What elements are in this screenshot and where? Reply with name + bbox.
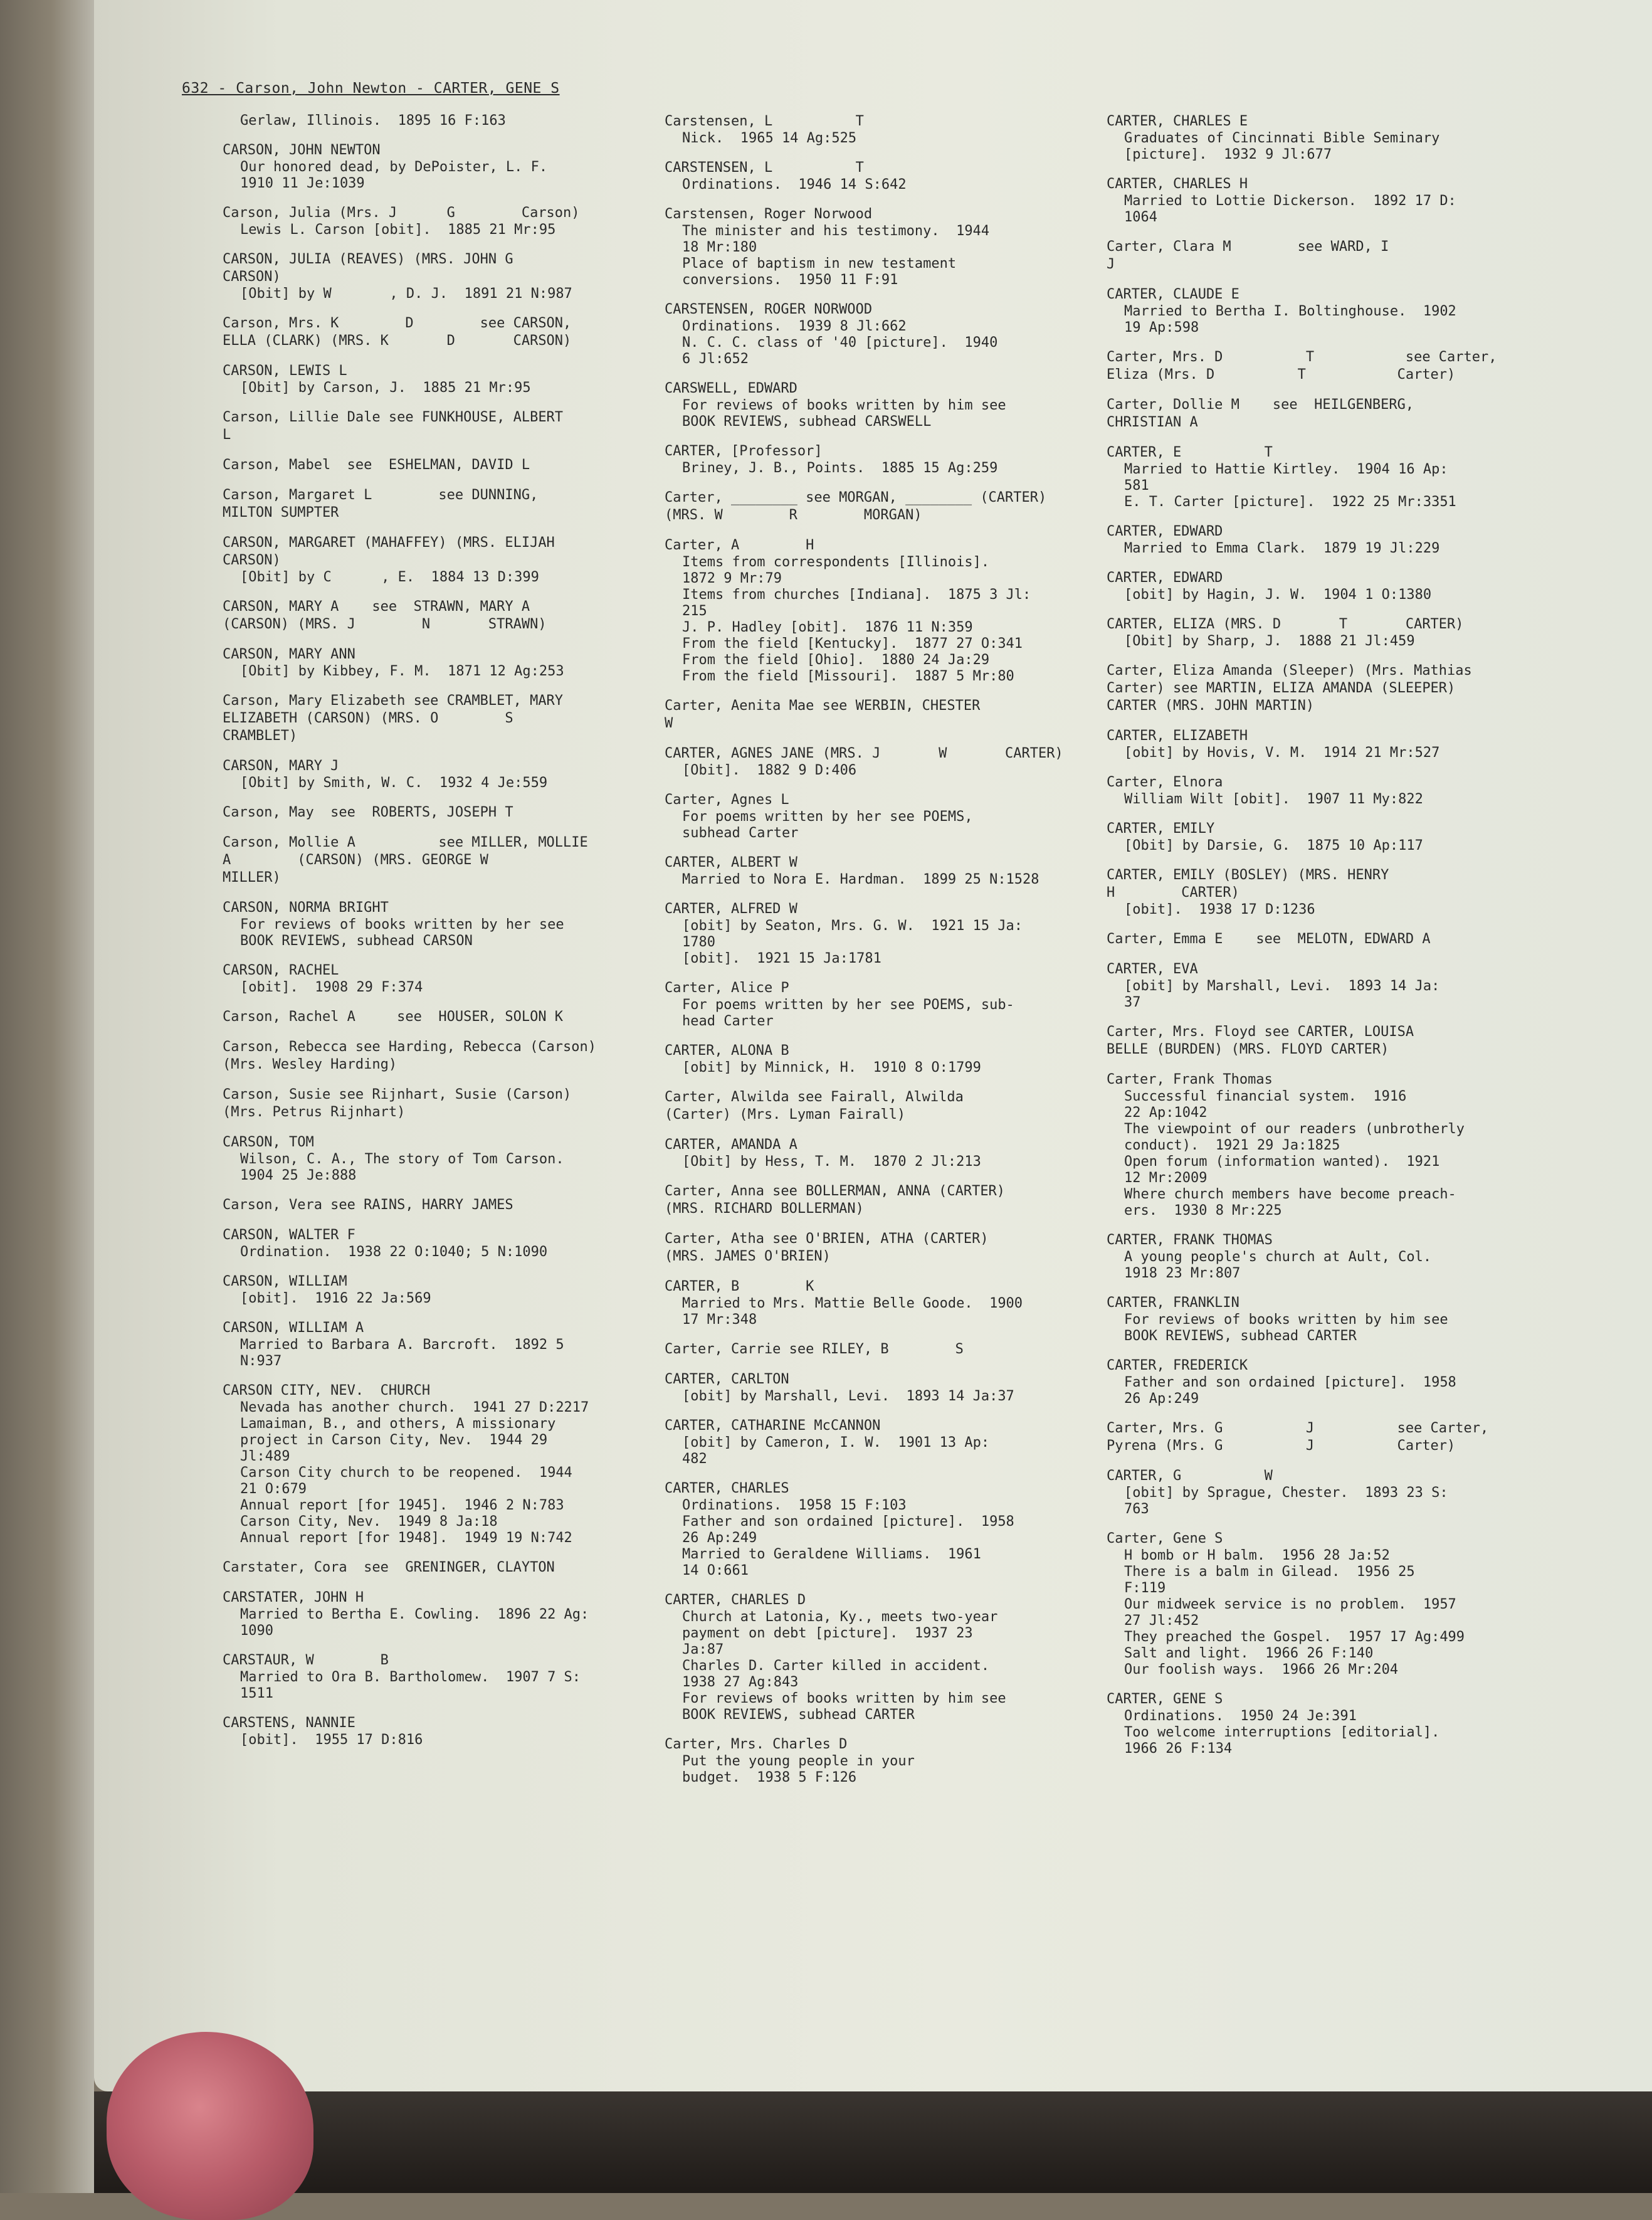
- entry-citation: Lewis L. Carson [obit]. 1885 21 Mr:95: [240, 222, 556, 238]
- entry-heading: Carter, Anna see BOLLERMAN, ANNA (CARTER) (MRS. RICHARD BOLLERMAN): [665, 1183, 1006, 1217]
- entry-heading: Carter, Mrs. Charles D: [665, 1736, 848, 1752]
- entry-citation: [obit] by Sprague, Chester. 1893 23 S: 763: [1124, 1485, 1448, 1517]
- entry-citation: [Obit] by Carson, J. 1885 21 Mr:95: [240, 380, 531, 396]
- entry-heading: CARSON, MARY A see STRAWN, MARY A (CARSON) (MRS. J N STRAWN): [223, 599, 547, 632]
- entry-heading: CARSON, RACHEL: [223, 963, 339, 978]
- entry-heading: Carson, May see ROBERTS, JOSEPH T: [223, 805, 513, 820]
- entry-heading: Carter, Alice P: [665, 980, 789, 996]
- index-entry: [665, 443, 1103, 477]
- entry-heading: Carter, Emma E see MELOTN, EDWARD A: [1107, 931, 1431, 947]
- entry-heading: CARTER, GENE S: [1107, 1691, 1223, 1707]
- page-header: 632 - Carson, John Newton - CARTER, GENE S: [182, 80, 560, 97]
- index-entry: [223, 1039, 674, 1074]
- index-entry: [223, 409, 674, 444]
- entry-heading: CARTER, FREDERICK: [1107, 1358, 1248, 1373]
- entry-citation: They preached the Gospel. 1957 17 Ag:499: [1124, 1629, 1465, 1645]
- entry-heading: Carter, Dollie M see HEILGENBERG, CHRISTIAN A: [1107, 397, 1414, 430]
- entry-heading: Carter, Elnora: [1107, 774, 1223, 790]
- entry-citation: Married to Barbara A. Barcroft. 1892 5 N:937: [240, 1337, 564, 1369]
- entry-heading: CARSON, LEWIS L: [223, 363, 347, 379]
- entry-citation: Married to Geraldene Williams. 1961 14 O:661: [682, 1546, 981, 1578]
- entry-heading: CARTER, CHARLES D: [665, 1592, 806, 1608]
- entry-heading: Carson, Margaret L see DUNNING, MILTON SUMPTER: [223, 487, 539, 521]
- index-entry: [665, 980, 1103, 1030]
- entry-citation: Salt and light. 1966 26 F:140: [1124, 1646, 1374, 1661]
- index-entry: [1107, 1023, 1545, 1059]
- entry-citation: [obit]. 1921 15 Ja:1781: [682, 951, 881, 966]
- index-entry: [223, 1008, 674, 1026]
- index-entry: [665, 745, 1103, 779]
- entry-citation: For reviews of books written by her see BOOK REVIEWS, subhead CARSON: [240, 917, 564, 949]
- entry-citation: [obit] by Marshall, Levi. 1893 14 Ja: 37: [1124, 978, 1440, 1010]
- entry-citation: Our foolish ways. 1966 26 Mr:204: [1124, 1662, 1399, 1678]
- entry-heading: CARSTENSEN, ROGER NORWOOD: [665, 302, 873, 317]
- entry-citation: Gerlaw, Illinois. 1895 16 F:163: [240, 113, 506, 129]
- index-entry: [223, 1589, 674, 1639]
- entry-citation: Ordinations. 1958 15 F:103: [682, 1498, 907, 1513]
- index-entry: [665, 1230, 1103, 1266]
- entry-citation: [obit] by Marshall, Levi. 1893 14 Ja:37: [682, 1388, 1014, 1404]
- index-entry: [1107, 569, 1545, 603]
- entry-citation: [obit]. 1955 17 D:816: [240, 1732, 423, 1748]
- index-entry: [223, 692, 674, 745]
- entry-heading: Carter, Mrs. G J see Carter, Pyrena (Mrs. G J Carter): [1107, 1420, 1489, 1454]
- entry-citation: Married to Bertha E. Cowling. 1896 22 Ag: 1090: [240, 1607, 589, 1639]
- entry-citation: Nevada has another church. 1941 27 D:2217: [240, 1400, 589, 1415]
- entry-heading: Carson, Mrs. K D see CARSON, ELLA (CLARK) (MRS. K D CARSON): [223, 315, 572, 349]
- entry-heading: Carstensen, L T: [665, 114, 864, 129]
- entry-citation: [obit]. 1916 22 Ja:569: [240, 1291, 431, 1306]
- entry-heading: Carter, Mrs. D T see Carter, Eliza (Mrs. D T Carter): [1107, 349, 1497, 383]
- index-entry: [223, 1273, 674, 1307]
- index-entry: [223, 487, 674, 522]
- index-entry: [1107, 931, 1545, 948]
- index-entry: [665, 1371, 1103, 1405]
- entry-heading: CARSTAUR, W B: [223, 1652, 389, 1668]
- index-entry: [223, 899, 674, 949]
- entry-citation: Briney, J. B., Points. 1885 15 Ag:259: [682, 460, 998, 476]
- entry-heading: CARTER, AGNES JANE (MRS. J W CARTER): [665, 746, 1063, 761]
- entry-heading: Carter, Carrie see RILEY, B S: [665, 1341, 964, 1357]
- entry-heading: Carson, Mary Elizabeth see CRAMBLET, MARY ELIZABETH (CARSON) (MRS. O S CRAMBLET): [223, 693, 564, 744]
- index-entry: [223, 1382, 674, 1546]
- entry-heading: CARTER, G W: [1107, 1468, 1273, 1484]
- entry-heading: CARSON, JOHN NEWTON: [223, 142, 381, 158]
- entry-citation: Graduates of Cincinnati Bible Seminary [picture]. 1932 9 Jl:677: [1124, 130, 1440, 162]
- entry-heading: CARTER, CHARLES H: [1107, 176, 1248, 192]
- entry-citation: [obit]. 1908 29 F:374: [240, 980, 423, 995]
- entry-citation: [Obit] by Kibbey, F. M. 1871 12 Ag:253: [240, 663, 564, 679]
- entry-heading: Carson, Susie see Rijnhart, Susie (Carson) (Mrs. Petrus Rijnhart): [223, 1087, 572, 1120]
- entry-citation: Lamaiman, B., and others, A missionary project in Carson City, Nev. 1944 29 Jl:489: [240, 1416, 556, 1464]
- entry-citation: [Obit] by Hess, T. M. 1870 2 Jl:213: [682, 1154, 981, 1170]
- entry-citation: Annual report [for 1948]. 1949 19 N:742: [240, 1530, 572, 1546]
- entry-citation: Married to Ora B. Bartholomew. 1907 7 S: 1511: [240, 1669, 581, 1701]
- entry-heading: Carter, Frank Thomas: [1107, 1072, 1273, 1087]
- index-entry: [223, 1559, 674, 1577]
- background-left: [0, 0, 94, 2193]
- entry-citation: Church at Latonia, Ky., meets two-year payment on debt [picture]. 1937 23 Ja:87: [682, 1609, 998, 1657]
- index-entry: [1107, 616, 1545, 650]
- index-entry: [223, 1652, 674, 1702]
- entry-heading: CARSON, JULIA (REAVES) (MRS. JOHN G CARSON): [223, 251, 513, 285]
- entry-citation: For reviews of books written by him see BOOK REVIEWS, subhead CARSWELL: [682, 398, 1006, 430]
- entry-heading: Carson, Rachel A see HOUSER, SOLON K: [223, 1009, 564, 1025]
- index-entry: [1107, 444, 1545, 510]
- index-entry: [665, 1089, 1103, 1124]
- entry-heading: CARTER, CLAUDE E: [1107, 287, 1239, 302]
- index-entry: [223, 1197, 674, 1214]
- entry-heading: CARSON, MARY J: [223, 758, 339, 774]
- entry-citation: For poems written by her see POEMS, subhead Carter: [682, 809, 973, 841]
- index-entry: [1107, 176, 1545, 226]
- entry-heading: CARSWELL, EDWARD: [665, 381, 797, 396]
- entry-heading: Carter, Aenita Mae see WERBIN, CHESTER W: [665, 698, 981, 731]
- index-entry: [665, 1480, 1103, 1579]
- index-entry: [1107, 774, 1545, 808]
- entry-citation: [obit] by Hagin, J. W. 1904 1 O:1380: [1124, 587, 1432, 603]
- entry-citation: Married to Hattie Kirtley. 1904 16 Ap: 581: [1124, 462, 1448, 494]
- index-column-3: [1107, 113, 1545, 1770]
- index-entry: [665, 1417, 1103, 1467]
- entry-heading: CARTER, ELIZA (MRS. D T CARTER): [1107, 616, 1464, 632]
- entry-citation: Ordinations. 1939 8 Jl:662: [682, 319, 907, 334]
- index-entry: [665, 1183, 1103, 1218]
- entry-citation: [obit]. 1938 17 D:1236: [1124, 902, 1315, 917]
- index-entry: [1107, 396, 1545, 431]
- entry-citation: Father and son ordained [picture]. 1958 26 Ap:249: [1124, 1375, 1456, 1407]
- entry-citation: From the field [Ohio]. 1880 24 Ja:29: [682, 652, 990, 668]
- entry-citation: Ordinations. 1946 14 S:642: [682, 177, 907, 193]
- entry-heading: Carter, ________ see MORGAN, ________ (CARTER) (MRS. W R MORGAN): [665, 490, 1047, 523]
- entry-heading: CARSON, WILLIAM: [223, 1274, 347, 1289]
- entry-heading: Carson, Rebecca see Harding, Rebecca (Carson) (Mrs. Wesley Harding): [223, 1039, 597, 1072]
- entry-citation: Married to Lottie Dickerson. 1892 17 D: 1064: [1124, 193, 1456, 225]
- index-entry: [223, 534, 674, 586]
- index-column-2: [665, 113, 1103, 1799]
- entry-heading: Carson, Mabel see ESHELMAN, DAVID L: [223, 457, 530, 473]
- entry-citation: There is a balm in Gilead. 1956 25 F:119: [1124, 1564, 1415, 1596]
- entry-heading: CARSTENSEN, L T: [665, 160, 864, 176]
- entry-citation: [obit] by Minnick, H. 1910 8 O:1799: [682, 1060, 981, 1076]
- entry-heading: CARTER, AMANDA A: [665, 1137, 797, 1153]
- entry-citation: Our honored dead, by DePoister, L. F. 1910 11 Je:1039: [240, 159, 548, 191]
- entry-citation: Annual report [for 1945]. 1946 2 N:783: [240, 1498, 564, 1513]
- index-entry: [665, 1341, 1103, 1358]
- entry-heading: CARSON, WALTER F: [223, 1227, 355, 1243]
- entry-heading: Carter, A H: [665, 537, 814, 553]
- entry-heading: CARTER, ALFRED W: [665, 901, 797, 917]
- entry-citation: William Wilt [obit]. 1907 11 My:822: [1124, 791, 1423, 807]
- index-entry: [1107, 1420, 1545, 1455]
- entry-heading: Carter, Gene S: [1107, 1531, 1223, 1546]
- entry-heading: Carter, Clara M see WARD, I J: [1107, 239, 1389, 272]
- entry-citation: [obit] by Cameron, I. W. 1901 13 Ap: 482: [682, 1435, 990, 1467]
- entry-citation: Items from correspondents [Illinois]. 1872 9 Mr:79: [682, 554, 990, 586]
- entry-citation: Father and son ordained [picture]. 1958 26 Ap:249: [682, 1514, 1014, 1546]
- index-entry: [1107, 1691, 1545, 1757]
- entry-citation: For poems written by her see POEMS, sub- head Carter: [682, 997, 1014, 1029]
- index-entry: [665, 697, 1103, 732]
- entry-heading: CARTER, EDWARD: [1107, 570, 1223, 586]
- index-entry: [665, 301, 1103, 367]
- entry-citation: Married to Mrs. Mattie Belle Goode. 1900 17 Mr:348: [682, 1296, 1023, 1328]
- index-entry: [223, 1086, 674, 1121]
- entry-citation: [Obit]. 1882 9 D:406: [682, 763, 857, 778]
- index-entry: [223, 1715, 674, 1748]
- entry-heading: Carter, Atha see O'BRIEN, ATHA (CARTER) (MRS. JAMES O'BRIEN): [665, 1231, 989, 1264]
- index-entry: [223, 1134, 674, 1184]
- entry-heading: CARTER, FRANKLIN: [1107, 1295, 1239, 1311]
- index-entry: [223, 315, 674, 350]
- index-entry: [223, 251, 674, 302]
- entry-heading: Carson, Vera see RAINS, HARRY JAMES: [223, 1197, 513, 1213]
- index-entry: [223, 804, 674, 822]
- entry-heading: Carter, Alwilda see Fairall, Alwilda (Carter) (Mrs. Lyman Fairall): [665, 1089, 964, 1123]
- entry-heading: CARTER, EMILY (BOSLEY) (MRS. HENRY H CARTER): [1107, 867, 1389, 901]
- index-entry: [665, 159, 1103, 193]
- entry-citation: For reviews of books written by him see BOOK REVIEWS, subhead CARTER: [682, 1691, 1006, 1723]
- index-entry: [1107, 523, 1545, 557]
- entry-citation: Place of baptism in new testament conversions. 1950 11 F:91: [682, 256, 957, 288]
- entry-citation: From the field [Kentucky]. 1877 27 O:341: [682, 636, 1023, 652]
- index-entry: [665, 791, 1103, 842]
- index-entry: [1107, 727, 1545, 761]
- index-entry: [223, 962, 674, 996]
- entry-citation: [Obit] by W , D. J. 1891 21 N:987: [240, 286, 572, 302]
- entry-citation: Married to Bertha I. Boltinghouse. 1902 19 Ap:598: [1124, 304, 1456, 336]
- index-entry: [1107, 820, 1545, 854]
- entry-citation: Open forum (information wanted). 1921 12 Mr:2009: [1124, 1154, 1440, 1186]
- entry-heading: CARTER, CATHARINE McCANNON: [665, 1418, 881, 1434]
- entry-citation: [Obit] by Sharp, J. 1888 21 Jl:459: [1124, 633, 1415, 649]
- index-entry: [1107, 1294, 1545, 1345]
- index-entry: [1107, 349, 1545, 384]
- index-entry: [665, 1736, 1103, 1786]
- entry-citation: For reviews of books written by him see BOOK REVIEWS, subhead CARTER: [1124, 1312, 1448, 1344]
- entry-citation: N. C. C. class of '40 [picture]. 1940 6 Jl:652: [682, 335, 998, 367]
- entry-heading: Carter, Eliza Amanda (Sleeper) (Mrs. Mathias Carter) see MARTIN, ELIZA AMANDA (SLEEPER) CARTER (MRS. JOHN MARTIN): [1107, 663, 1472, 714]
- entry-heading: CARTER, FRANK THOMAS: [1107, 1232, 1273, 1248]
- index-entry: [223, 113, 674, 129]
- entry-heading: CARTER, EDWARD: [1107, 524, 1223, 539]
- entry-heading: CARSON, MARGARET (MAHAFFEY) (MRS. ELIJAH CARSON): [223, 535, 555, 568]
- index-entry: [1107, 1071, 1545, 1219]
- entry-citation: [Obit] by Darsie, G. 1875 10 Ap:117: [1124, 838, 1423, 854]
- index-entry: [665, 489, 1103, 524]
- index-entry: [223, 758, 674, 791]
- entry-citation: Carson City church to be reopened. 1944 21 O:679: [240, 1465, 572, 1497]
- entry-heading: Carter, Mrs. Floyd see CARTER, LOUISA BELLE (BURDEN) (MRS. FLOYD CARTER): [1107, 1024, 1414, 1057]
- entry-citation: Nick. 1965 14 Ag:525: [682, 130, 857, 146]
- entry-citation: Married to Emma Clark. 1879 19 Jl:229: [1124, 541, 1440, 556]
- index-entry: [223, 646, 674, 680]
- entry-heading: CARTER, [Professor]: [665, 443, 823, 459]
- entry-citation: [obit] by Hovis, V. M. 1914 21 Mr:527: [1124, 745, 1440, 761]
- index-entry: [1107, 961, 1545, 1011]
- index-entry: [223, 598, 674, 633]
- index-entry: [223, 142, 674, 192]
- entry-heading: CARSON, MARY ANN: [223, 647, 355, 662]
- index-entry: [1107, 662, 1545, 715]
- entry-citation: [Obit] by C , E. 1884 13 D:399: [240, 569, 539, 585]
- entry-citation: A young people's church at Ault, Col. 1918 23 Mr:807: [1124, 1249, 1432, 1281]
- index-entry: [1107, 113, 1545, 163]
- index-entry: [1107, 867, 1545, 918]
- entry-citation: Carson City, Nev. 1949 8 Ja:18: [240, 1514, 498, 1530]
- entry-heading: CARTER, EMILY: [1107, 821, 1215, 837]
- entry-citation: Charles D. Carter killed in accident. 1938 27 Ag:843: [682, 1658, 990, 1690]
- entry-heading: CARSON, TOM: [223, 1134, 314, 1150]
- index-entry: [665, 1042, 1103, 1076]
- entry-citation: J. P. Hadley [obit]. 1876 11 N:359: [682, 620, 973, 635]
- index-entry: [223, 362, 674, 396]
- entry-heading: CARSTATER, JOHN H: [223, 1590, 364, 1605]
- index-entry: [223, 457, 674, 474]
- entry-heading: CARTER, CHARLES: [665, 1481, 789, 1496]
- entry-citation: Wilson, C. A., The story of Tom Carson. 1904 25 Je:888: [240, 1151, 564, 1183]
- index-entry: [1107, 238, 1545, 273]
- index-entry: [665, 537, 1103, 685]
- entry-heading: CARTER, B K: [665, 1279, 814, 1294]
- entry-heading: CARTER, CHARLES E: [1107, 114, 1248, 129]
- entry-heading: CARTER, CARLTON: [665, 1372, 789, 1387]
- entry-citation: [obit] by Seaton, Mrs. G. W. 1921 15 Ja: 1780: [682, 918, 1023, 950]
- index-entry: [1107, 286, 1545, 336]
- entry-heading: CARTER, ALONA B: [665, 1043, 789, 1059]
- index-entry: [665, 380, 1103, 430]
- entry-citation: Married to Nora E. Hardman. 1899 25 N:1528: [682, 872, 1039, 887]
- index-entry: [1107, 1232, 1545, 1282]
- index-entry: [1107, 1467, 1545, 1518]
- entry-heading: Carstater, Cora see GRENINGER, CLAYTON: [223, 1560, 555, 1575]
- entry-citation: [Obit] by Smith, W. C. 1932 4 Je:559: [240, 775, 548, 791]
- entry-citation: H bomb or H balm. 1956 28 Ja:52: [1124, 1548, 1390, 1563]
- index-entry: [223, 834, 674, 887]
- index-entry: [223, 204, 674, 238]
- index-entry: [665, 206, 1103, 288]
- index-entry: [665, 113, 1103, 147]
- entry-heading: CARSON, NORMA BRIGHT: [223, 900, 389, 916]
- index-entry: [665, 1136, 1103, 1170]
- entry-citation: The viewpoint of our readers (unbrotherly conduct). 1921 29 Ja:1825: [1124, 1121, 1465, 1153]
- index-column-1: [223, 113, 674, 1761]
- entry-heading: CARTER, ALBERT W: [665, 855, 797, 870]
- entry-citation: Put the young people in your budget. 1938 5 F:126: [682, 1753, 915, 1785]
- page-bottom-shadow: [94, 2091, 1652, 2193]
- entry-citation: Ordinations. 1950 24 Je:391: [1124, 1708, 1357, 1724]
- entry-heading: Carstensen, Roger Norwood: [665, 206, 873, 222]
- entry-citation: From the field [Missouri]. 1887 5 Mr:80: [682, 669, 1014, 684]
- entry-citation: Ordination. 1938 22 O:1040; 5 N:1090: [240, 1244, 548, 1260]
- entry-citation: Where church members have become preach- ers. 1930 8 Mr:225: [1124, 1187, 1456, 1218]
- index-entry: [665, 1278, 1103, 1328]
- entry-heading: CARSON, WILLIAM A: [223, 1320, 364, 1336]
- index-entry: [665, 901, 1103, 967]
- entry-heading: CARTER, ELIZABETH: [1107, 728, 1248, 744]
- index-entry: [665, 854, 1103, 888]
- entry-heading: Carson, Julia (Mrs. J G Carson): [223, 205, 580, 221]
- entry-citation: Too welcome interruptions [editorial]. 1966 26 F:134: [1124, 1725, 1440, 1757]
- entry-heading: Carter, Agnes L: [665, 792, 789, 808]
- index-entry: [665, 1592, 1103, 1723]
- index-entry: [223, 1319, 674, 1370]
- index-entry: [1107, 1530, 1545, 1678]
- entry-heading: Carson, Mollie A see MILLER, MOLLIE A (CARSON) (MRS. GEORGE W MILLER): [223, 835, 588, 885]
- entry-heading: Carson, Lillie Dale see FUNKHOUSE, ALBERT L: [223, 410, 564, 443]
- entry-citation: Our midweek service is no problem. 1957 27 Jl:452: [1124, 1597, 1456, 1629]
- entry-heading: CARSTENS, NANNIE: [223, 1715, 355, 1731]
- entry-citation: Items from churches [Indiana]. 1875 3 Jl: 215: [682, 587, 1031, 619]
- entry-heading: CARSON CITY, NEV. CHURCH: [223, 1383, 431, 1398]
- entry-citation: The minister and his testimony. 1944 18 Mr:180: [682, 223, 990, 255]
- entry-heading: CARTER, EVA: [1107, 961, 1198, 977]
- entry-heading: CARTER, E T: [1107, 445, 1273, 460]
- index-entry: [223, 1227, 674, 1261]
- entry-citation: Successful financial system. 1916 22 Ap:1042: [1124, 1089, 1407, 1121]
- entry-citation: E. T. Carter [picture]. 1922 25 Mr:3351: [1124, 494, 1456, 510]
- index-entry: [1107, 1357, 1545, 1407]
